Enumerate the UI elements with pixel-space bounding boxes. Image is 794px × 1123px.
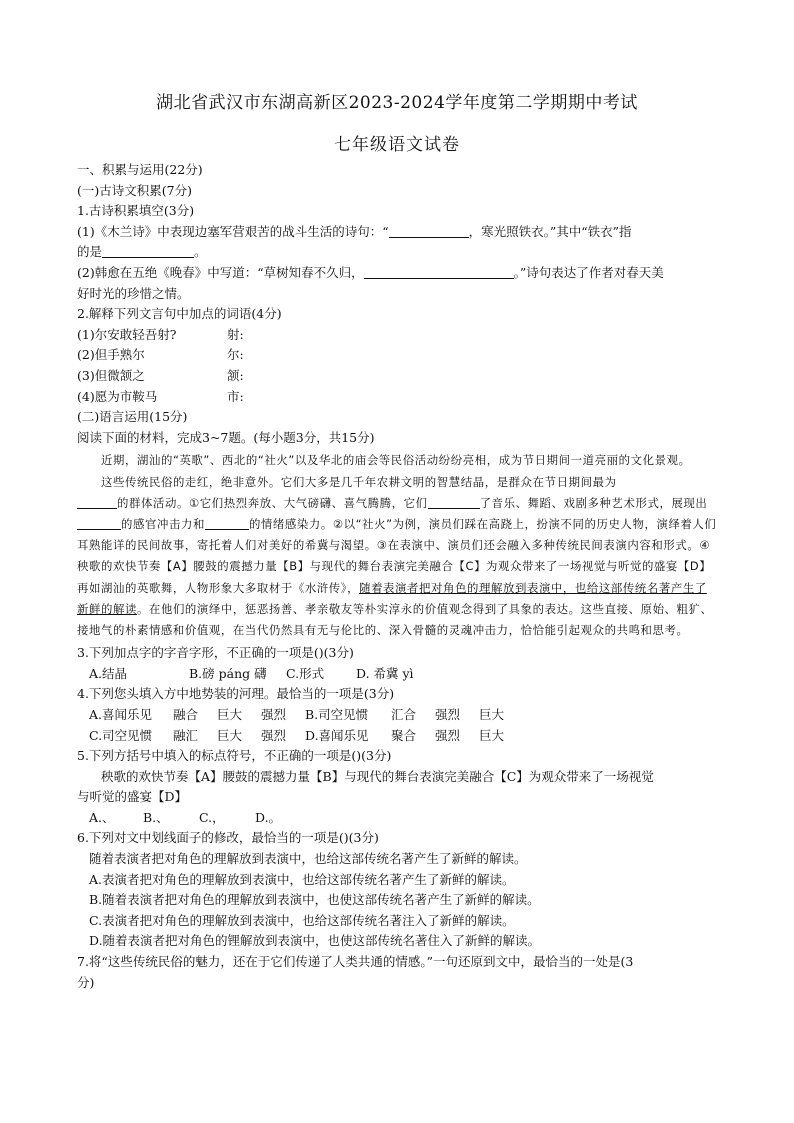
option[interactable]: D.。 (255, 809, 282, 825)
question-stem: 3.下列加点字的字音字形，不正确的一项是()(3分) (77, 645, 354, 661)
option[interactable]: B.磅 páng 礴 (189, 665, 267, 681)
question-stem: 5.下列方括号中填入的标点符号，不正确的一项是()(3分) (77, 748, 392, 764)
question-stem: 7.将“这些传统民俗的魅力，还在于它们传递了人类共通的情感。”一句还原到文中，最恰当的一处是(3 (77, 954, 634, 970)
classical-sentence: (2)但手熟尔 (77, 347, 145, 363)
exam-subtitle: 七年级语文试卷 (334, 135, 460, 155)
option[interactable]: C.， (199, 809, 225, 825)
classical-sentence: (4)愿为市鞍马 (77, 388, 158, 404)
exam-title: 湖北省武汉市东湖高新区2023-2024学年度第二学期期中考试 (156, 93, 638, 113)
option[interactable]: A.、 (89, 809, 115, 825)
option[interactable]: D.喜闻乐见 (305, 727, 369, 743)
original-sentence: 随着表演者把对角色的理解放到表演中，也给这部传统名著产生了新鲜的解读。 (89, 851, 527, 867)
word-label: 射: (227, 326, 244, 342)
word-label: 尔: (227, 347, 244, 363)
question-line: (1)《木兰诗》中表现边塞军营艰苦的战斗生活的诗句：“ ，寒光照铁衣。”其中“铁衣”指 (77, 223, 632, 239)
word-label: 颔: (227, 367, 244, 383)
option[interactable]: A.表演者把对角色的理解放到表演中，也给这部传统名著产生了新鲜的解读。 (89, 871, 515, 887)
options-row (77, 664, 717, 685)
options-row (77, 808, 717, 829)
answer-blank[interactable] (389, 224, 469, 238)
classical-sentence: (3)但微颔之 (77, 367, 145, 383)
answer-blank[interactable] (102, 244, 194, 258)
word-label: 市: (227, 388, 244, 404)
question-line: 好时光的珍惜之情。 (77, 285, 190, 301)
option[interactable]: A.结晶 (89, 665, 128, 681)
options-row: C.司空见惯 融汇 巨大 强烈 D.喜闻乐见 聚合 强烈 巨大 (77, 726, 717, 747)
answer-blank[interactable] (77, 516, 121, 530)
reading-intro: 阅读下面的材料，完成3~7题。(每小题3分，共15分) (77, 429, 375, 445)
passage-paragraph: 近期，湖汕的“英歌”、西北的“社火”以及华北的庙会等民俗活动纷纷亮相，成为节日期间一道亮丽的文化景观。 (101, 453, 691, 468)
option[interactable]: B.司空见惯 (305, 706, 369, 722)
question-stem: 4.下列您头填入方中地势装的河理。最恰当的一项是(3分) (77, 686, 395, 702)
answer-blank[interactable] (428, 495, 480, 509)
answer-blank[interactable] (205, 516, 249, 530)
section-heading: 一、积累与运用(22分) (77, 162, 203, 177)
question-line: 的是 。 (77, 244, 207, 260)
question-stem-cont: 分) (77, 974, 95, 990)
question-line: (2)韩愈在五绝《晚春》中写道：“草树知春不久归， 。”诗句表达了作者对春天美 (77, 264, 664, 280)
underlined-sentence: 随着表演者把对角色的理解放到表演中，也给这部传统名著产生了新鲜的解读 (77, 580, 707, 616)
passage-paragraph: 这些传统民俗的走红，绝非意外。它们大多是几千年农耕文明的智慧结晶，是群众在节日期间最为 的群体活动。①它们热烈奔放、大气磅礴、喜气腾腾，它们 了音乐、舞蹈、戏剧多种艺术形式，展现出的感官冲击力和 的情绪感染力。②以“社火”为例，演员们踩在高跷上，扮演不同的历史人物，演绎着人们耳熟能详的民间故事，寄托着人们对美好的希冀与渴望。③在表演中、演员们还会融入多种传统民间表演内容和形式。④秧歌的欢快节奏【A】腰鼓的震撼力量【B】与现代的舞台表演完美融合【C】为观众带来了一场视觉与听觉的盛宴【D】再如湖汕的英歌舞，人物形象大多取材于《水浒传》，随着表演者把对角色的理解放到表演中，也给这部传统名著产生了新鲜的解读。在他们的演绎中，惩恶扬善、孝亲敬友等朴实淳永的价值观念得到了具象的表达。这些直接、原始、粗犷、接地气的朴素情感和价值观，在当代仍然具有无与伦比的、深入骨髓的灵魂冲击力，恰恰能引起观众的共鸣和思考。 (77, 474, 717, 637)
classical-words (77, 325, 717, 407)
option[interactable]: A.喜闻乐见 (89, 706, 153, 722)
quoted-sentence: 与听觉的盛宴【D】 (77, 789, 188, 805)
answer-blank[interactable] (77, 495, 117, 509)
option[interactable]: B.随着表演者把对角色的理解放到表演中，也使这部传统名著产生了新鲜的解读。 (89, 892, 540, 908)
question-stem: 6.下列对文中划线面子的修改，最恰当的一项是()(3分) (77, 830, 379, 846)
option[interactable]: D. 希冀 yì (356, 665, 414, 681)
option[interactable]: C.表演者把对角色的理解放到表演中，也给这部传统名著注入了新鲜的解读。 (89, 912, 515, 928)
reading-passage (77, 450, 717, 641)
question-stem: 2.解释下列文言句中加点的词语(4分) (77, 306, 282, 322)
quoted-sentence: 秧歌的欢快节奏【A】腰鼓的震撼力量【B】与现代的舞台表演完美融合【C】为观众带来了一场视觉 (101, 768, 654, 784)
classical-sentence: (1)尔安敢轻吾射? (77, 326, 177, 342)
answer-blank[interactable] (364, 265, 514, 279)
part-heading: (一)古诗文积累(7分) (77, 182, 192, 198)
option[interactable]: B.、 (143, 809, 169, 825)
options-row: A.喜闻乐见 融合 巨大 强烈 B.司空见惯 汇合 强烈 巨大 (77, 705, 717, 726)
question-stem: 1.古诗积累填空(3分) (77, 203, 195, 219)
part-heading: (二)语言运用(15分) (77, 409, 188, 425)
option[interactable]: D.随着表演者把对角色的锂解放到表演中，也使这部传统名著住入了新鲜的解读。 (89, 933, 541, 949)
option[interactable]: C.司空见惯 (89, 727, 153, 743)
option[interactable]: C.形式 (286, 665, 325, 681)
exam-body (77, 160, 717, 993)
